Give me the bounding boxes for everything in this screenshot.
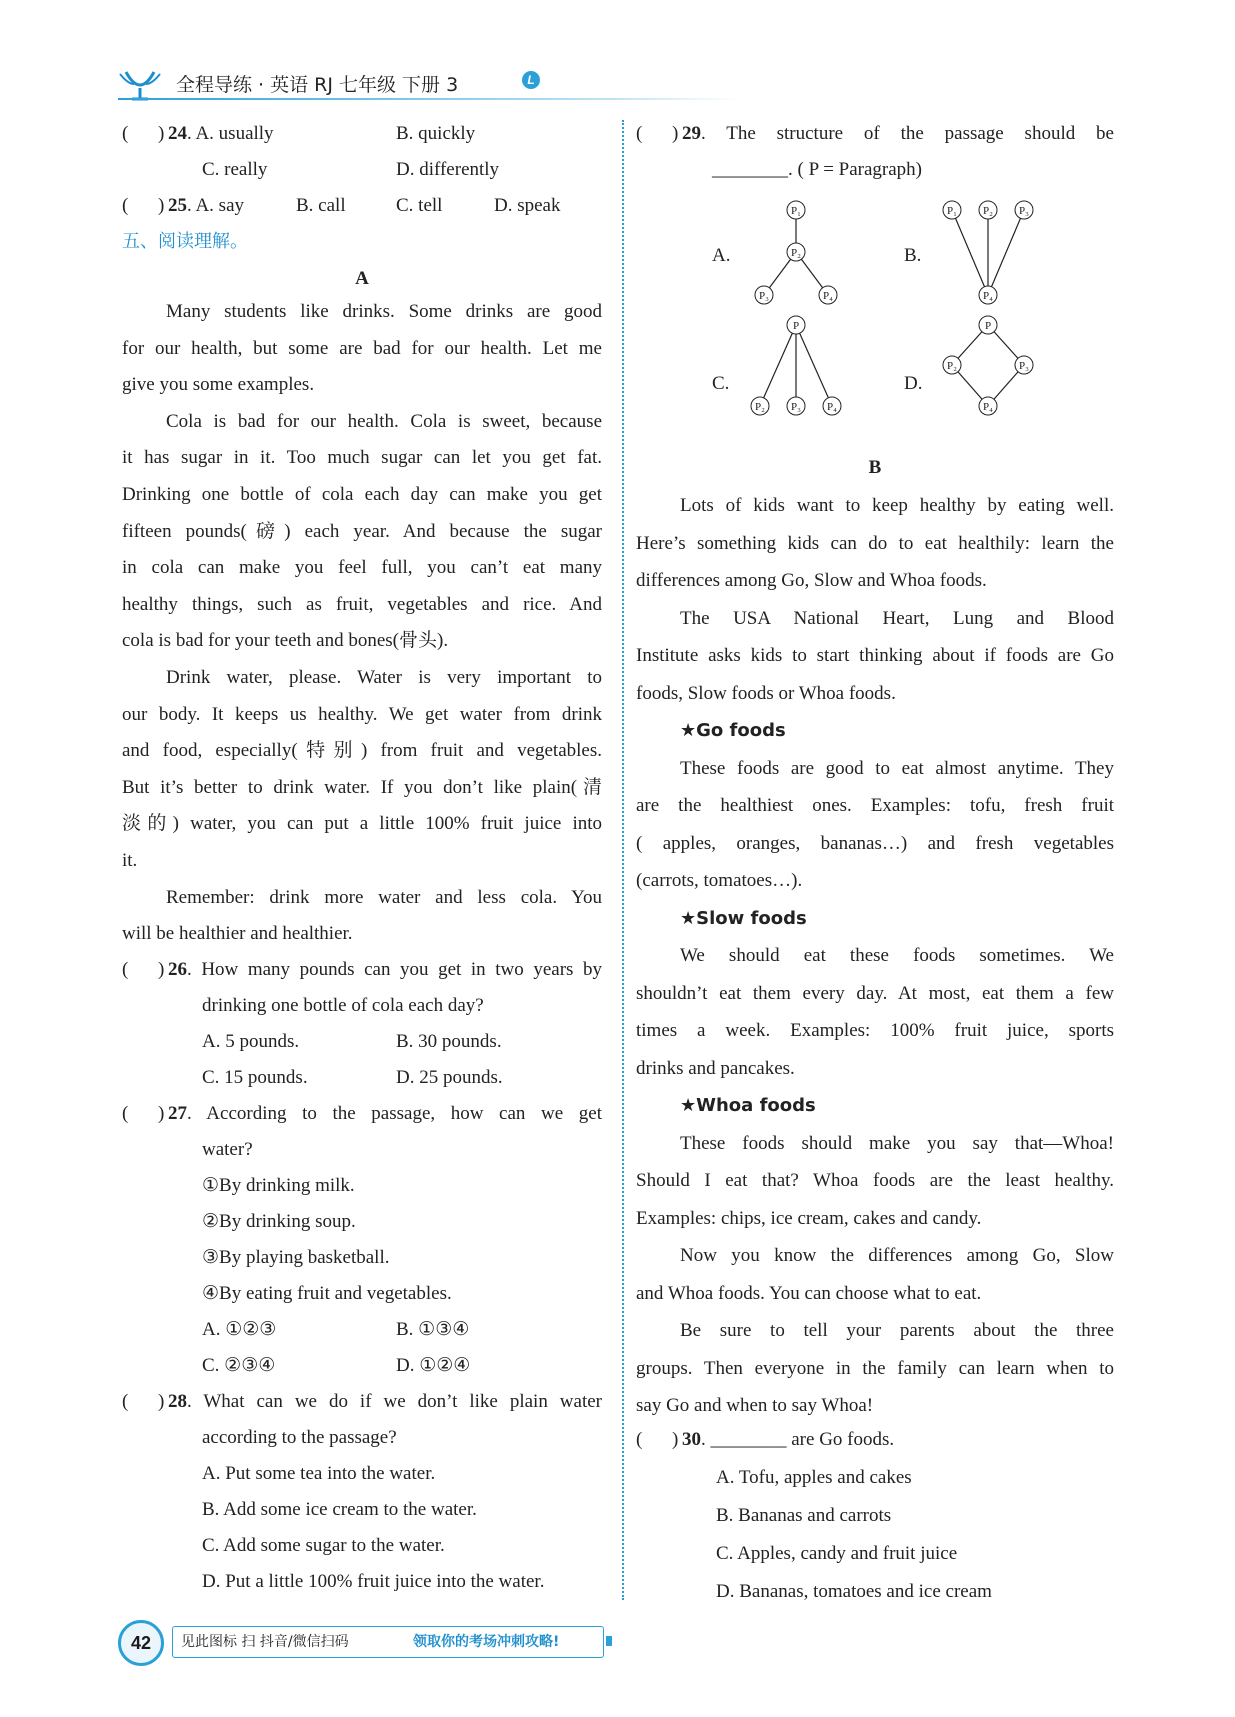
passage-b-line: say Go and when to say Whoa!: [636, 1395, 874, 1416]
passage-b-line: and Whoa foods. You can choose what to eat.: [636, 1283, 982, 1304]
passage-b-line: drinks and pancakes.: [636, 1058, 795, 1079]
food-group-heading: ★Slow foods: [680, 908, 807, 929]
q24-option-b: B. quickly: [396, 123, 476, 144]
passage-b-line: Examples: chips, ice cream, cakes and candy.: [636, 1208, 982, 1229]
q30-option-c: C. Apples, candy and fruit juice: [716, 1543, 958, 1564]
q28-option-c: C. Add some sugar to the water.: [202, 1535, 445, 1556]
diagram-node: P₄: [823, 290, 833, 302]
q25-paren: (: [122, 195, 129, 216]
q29-paren: (: [636, 123, 643, 144]
q28-paren: (: [122, 1391, 129, 1412]
diagram-node: P₃: [759, 290, 769, 302]
diagram-node: P: [792, 320, 800, 332]
passage-b-line: Here’s something kids can do to eat healthily: learn the: [636, 533, 1114, 554]
q27-stem-cont: water?: [202, 1139, 253, 1160]
food-group-heading: ★Go foods: [680, 720, 786, 741]
passage-a-line: for our health, but some are bad for our health. Let me: [122, 338, 602, 359]
q24-close: ): [158, 123, 165, 144]
q26-option-a: A. 5 pounds.: [202, 1031, 300, 1052]
diagram-b: [943, 201, 1033, 304]
passage-a-line: in cola can make you feel full, you can’t eat many: [122, 557, 602, 578]
q25-option-d: D. speak: [494, 195, 561, 216]
q27-option-b: B. ①③④: [396, 1319, 470, 1340]
diagram-node: P₂: [947, 360, 957, 372]
diagram-c: [751, 316, 841, 415]
diagram-node: P₂: [983, 205, 993, 217]
passage-b-label: B: [868, 457, 882, 478]
passage-b-line: These foods are good to eat almost anytime. They: [680, 758, 1114, 779]
passage-a-line: give you some examples.: [122, 374, 315, 395]
passage-b-line: Should I eat that? Whoa foods are the least healthy.: [636, 1170, 1114, 1191]
passage-a-line: Remember: drink more water and less cola. You: [166, 887, 602, 908]
header-title: 全程导练 · 英语 RJ 七年级 下册 3: [176, 74, 459, 96]
q29-close: ): [672, 123, 679, 144]
trophy-icon: [118, 68, 162, 102]
passage-a-line: will be healthier and healthier.: [122, 923, 353, 944]
q28-option-b: B. Add some ice cream to the water.: [202, 1499, 477, 1520]
q25-close: ): [158, 195, 165, 216]
q26-option-c: C. 15 pounds.: [202, 1067, 308, 1088]
diagram-node: P₂: [755, 401, 765, 413]
q27-item-1: ①By drinking milk.: [202, 1175, 355, 1196]
passage-b-line: Institute asks kids to start thinking about if foods are Go: [636, 645, 1114, 666]
diagram-node: P₃: [1019, 360, 1029, 372]
q29-stem-cont: ________. ( P = Paragraph): [712, 159, 923, 180]
passage-b-line: groups. Then everyone in the family can learn when to: [636, 1358, 1114, 1379]
passage-a-line: cola is bad for your teeth and bones(骨头).: [122, 630, 449, 651]
q27-stem: 27. According to the passage, how can we get: [168, 1103, 602, 1124]
diagram-node: P₄: [827, 401, 837, 413]
q26-option-b: B. 30 pounds.: [396, 1031, 502, 1052]
q30-stem: 30. ________ are Go foods.: [682, 1429, 895, 1450]
food-group-heading: ★Whoa foods: [680, 1095, 816, 1116]
diagram-node: P₃: [1019, 205, 1029, 217]
promo-highlight: 领取你的考场冲刺攻略!: [413, 1634, 560, 1650]
q30-close: ): [672, 1429, 679, 1450]
q29-option-d-label: D.: [904, 373, 923, 394]
q27-option-a: A. ①②③: [202, 1319, 277, 1340]
q26-paren: (: [122, 959, 129, 980]
q28-stem-cont: according to the passage?: [202, 1427, 397, 1448]
passage-b-line: These foods should make you say that—Whoa!: [680, 1133, 1114, 1154]
passage-b-line: Be sure to tell your parents about the three: [680, 1320, 1114, 1341]
q29-option-a-label: A.: [712, 245, 731, 266]
q27-item-2: ②By drinking soup.: [202, 1211, 356, 1232]
passage-b-line: foods, Slow foods or Whoa foods.: [636, 683, 896, 704]
diagram-node: P₄: [983, 290, 993, 302]
passage-a-label: A: [355, 268, 369, 289]
q29-stem: 29. The structure of the passage should be: [682, 123, 1114, 144]
q27-option-d: D. ①②④: [396, 1355, 471, 1376]
diagram-node: P₁: [947, 205, 957, 217]
passage-b-line: Lots of kids want to keep healthy by eating well.: [680, 495, 1114, 516]
q24-option-c: C. really: [202, 159, 268, 180]
level-badge: L: [522, 71, 540, 89]
passage-a-line: it has sugar in it. Too much sugar can let you get fat.: [122, 447, 602, 468]
q27-item-3: ③By playing basketball.: [202, 1247, 390, 1268]
promo-bar-end: [606, 1636, 612, 1646]
q27-close: ): [158, 1103, 165, 1124]
q27-item-4: ④By eating fruit and vegetables.: [202, 1283, 452, 1304]
q26-close: ): [158, 959, 165, 980]
passage-a-line: 淡的) water, you can put a little 100% fruit juice into: [122, 813, 602, 834]
passage-b-line: (carrots, tomatoes…).: [636, 870, 803, 891]
diagram-node: P₃: [791, 401, 801, 413]
page-header: [118, 62, 618, 102]
passage-a-line: Many students like drinks. Some drinks are good: [166, 301, 602, 322]
passage-b-line: Now you know the differences among Go, Slow: [680, 1245, 1114, 1266]
q30-option-d: D. Bananas, tomatoes and ice cream: [716, 1581, 992, 1602]
passage-a-line: it.: [122, 850, 138, 871]
q26-stem-cont: drinking one bottle of cola each day?: [202, 995, 484, 1016]
diagram-a: [755, 201, 837, 304]
passage-b-line: ( apples, oranges, bananas…) and fresh vegetables: [636, 833, 1114, 854]
passage-b-line: differences among Go, Slow and Whoa foods.: [636, 570, 987, 591]
promo-bar: [172, 1626, 604, 1658]
passage-a-line: But it’s better to drink water. If you don’t like plain(清: [122, 777, 602, 798]
q25-number: 25. A. say: [168, 195, 244, 216]
q27-option-c: C. ②③④: [202, 1355, 276, 1376]
diagram-node: P: [984, 320, 992, 332]
passage-b-line: shouldn’t eat them every day. At most, eat them a few: [636, 983, 1114, 1004]
passage-b-line: The USA National Heart, Lung and Blood: [680, 608, 1114, 629]
q27-paren: (: [122, 1103, 129, 1124]
q30-option-a: A. Tofu, apples and cakes: [716, 1467, 912, 1488]
passage-b-line: We should eat these foods sometimes. We: [680, 945, 1114, 966]
diagram-d: [943, 316, 1033, 415]
passage-a-line: and food, especially(特别) from fruit and vegetables.: [122, 740, 602, 761]
q24-paren: (: [122, 123, 129, 144]
q28-close: ): [158, 1391, 165, 1412]
q28-option-d: D. Put a little 100% fruit juice into the water.: [202, 1571, 545, 1592]
q28-option-a: A. Put some tea into the water.: [202, 1463, 436, 1484]
q24-option-d: D. differently: [396, 159, 500, 180]
q28-stem: 28. What can we do if we don’t like plain water: [168, 1391, 602, 1412]
diagram-node: P₂: [791, 247, 801, 259]
page-number: 42: [118, 1620, 164, 1666]
passage-a-line: healthy things, such as fruit, vegetables and rice. And: [122, 594, 602, 615]
q29-option-b-label: B.: [904, 245, 922, 266]
section-title: 五、阅读理解。: [122, 231, 248, 252]
structure-diagrams: [740, 192, 1120, 442]
diagram-node: P₁: [791, 205, 801, 217]
passage-a-line: Drink water, please. Water is very important to: [166, 667, 602, 688]
column-divider: [622, 120, 624, 1600]
q24-number: 24. A. usually: [168, 123, 274, 144]
passage-a-line: Drinking one bottle of cola each day can make you get: [122, 484, 602, 505]
passage-a-line: Cola is bad for our health. Cola is sweet, because: [166, 411, 602, 432]
promo-text: 见此图标 扫 抖音/微信扫码: [181, 1634, 349, 1650]
q25-option-c: C. tell: [396, 195, 443, 216]
header-rule: [118, 98, 738, 100]
diagram-node: P₄: [983, 401, 993, 413]
page-footer: [118, 1620, 628, 1666]
q29-option-c-label: C.: [712, 373, 730, 394]
q25-option-b: B. call: [296, 195, 346, 216]
passage-b-line: times a week. Examples: 100% fruit juice, sports: [636, 1020, 1114, 1041]
q30-paren: (: [636, 1429, 643, 1450]
passage-a-line: our body. It keeps us healthy. We get water from drink: [122, 704, 602, 725]
q26-stem: 26. How many pounds can you get in two years by: [168, 959, 602, 980]
q30-option-b: B. Bananas and carrots: [716, 1505, 892, 1526]
passage-a-line: fifteen pounds(磅) each year. And because the sugar: [122, 521, 602, 542]
passage-b-line: are the healthiest ones. Examples: tofu, fresh fruit: [636, 795, 1114, 816]
q26-option-d: D. 25 pounds.: [396, 1067, 503, 1088]
